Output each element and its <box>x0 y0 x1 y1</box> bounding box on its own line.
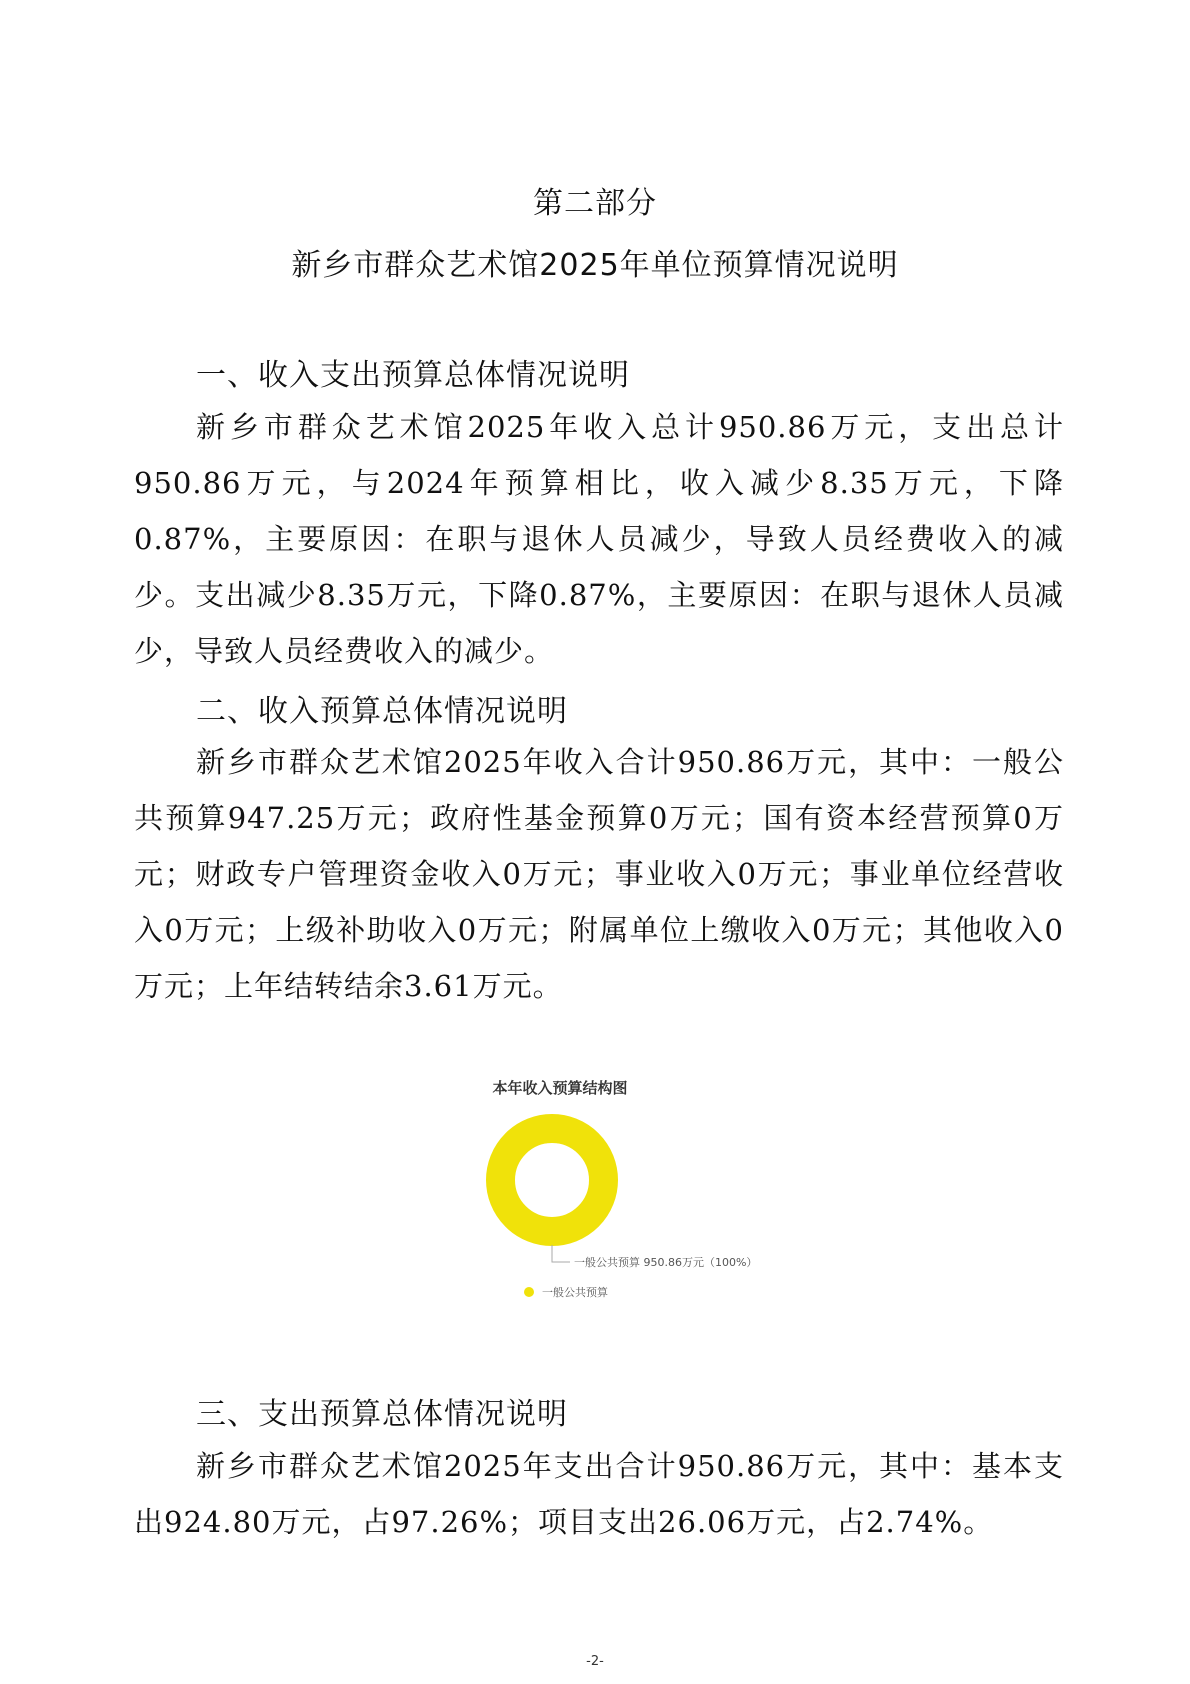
part-title: 第二部分 <box>533 186 657 221</box>
page-number: -2- <box>586 1654 604 1669</box>
section-1-body: 新乡市群众艺术馆2025年收入总计950.86万元，支出总计950.86万元，与2024年预算相比，收入减少8.35万元，下降0.87%，主要原因：在职与退休人员减少，导致人员经费收入的减少。支出减少8.35万元，下降0.87%，主要原因：在职与退休人员减少，导致人员经费收入的减少。 <box>134 410 1064 668</box>
chart-title: 本年收入预算结构图 <box>492 1079 628 1097</box>
legend-label: 一般公共预算 <box>542 1286 608 1299</box>
section-3-heading: 三、支出预算总体情况说明 <box>196 1397 568 1432</box>
pie-group <box>501 1129 604 1232</box>
section-3-body: 新乡市群众艺术馆2025年支出合计950.86万元，其中：基本支出924.80万元，占97.26%；项目支出26.06万元，占2.74%。 <box>134 1449 1064 1539</box>
data-label-leader-line <box>552 1245 570 1262</box>
legend-marker <box>524 1287 534 1297</box>
section-2-body: 新乡市群众艺术馆2025年收入合计950.86万元，其中：一般公共预算947.25万元；政府性基金预算0万元；国有资本经营预算0万元；财政专户管理资金收入0万元；事业收入0万元；事业单位经营收入0万元；上级补助收入0万元；附属单位上缴收入0万元；其他收入0万元；上年结转结余3.61万元。 <box>134 745 1064 1003</box>
document-title: 新乡市群众艺术馆2025年单位预算情况说明 <box>291 248 899 283</box>
income-structure-chart <box>420 1070 920 1340</box>
section-1-heading: 一、收入支出预算总体情况说明 <box>196 358 630 393</box>
income-structure-chart-svg <box>420 1070 920 1340</box>
section-2-heading: 二、收入预算总体情况说明 <box>196 694 568 729</box>
slice-data-label: 一般公共预算 950.86万元（100%） <box>574 1256 758 1269</box>
pie-slice-0 <box>501 1129 604 1232</box>
